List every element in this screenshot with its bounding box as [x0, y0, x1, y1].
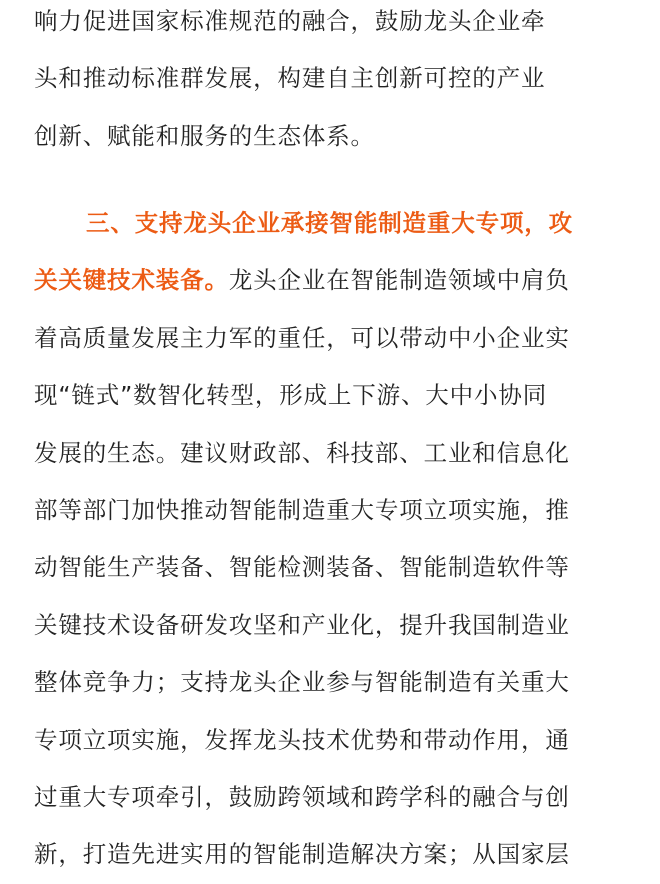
section-heading-part-2: 关关键技术装备。: [34, 266, 229, 295]
paragraph-line: 现“链式”数智化转型，形成上下游、大中小协同: [34, 381, 548, 410]
paragraph-line: 专项立项实施，发挥龙头技术优势和带动作用，通: [34, 725, 570, 754]
section-heading-part-1: 三、支持龙头企业承接智能制造重大专项，攻: [86, 209, 573, 237]
paragraph-line: 部等部门加快推动智能制造重大专项立项实施，推: [34, 495, 570, 524]
paragraph-leading-enterprises: [34, 195, 634, 884]
paragraph-line: 头和推动标准群发展，构建自主创新可控的产业: [34, 64, 546, 93]
paragraph-line: 发展的生态。建议财政部、科技部、工业和信息化: [34, 438, 570, 467]
paragraph-standards: [34, 0, 634, 165]
paragraph-line: 响力促进国家标准规范的融合，鼓励龙头企业牵: [34, 7, 546, 35]
body-text-start: 龙头企业在智能制造领域中肩负: [228, 266, 570, 295]
paragraph-line: 动智能生产装备、智能检测装备、智能制造软件等: [34, 553, 570, 582]
paragraph-line: 整体竞争力；支持龙头企业参与智能制造有关重大: [34, 668, 570, 697]
heading-body-line: [34, 252, 634, 309]
paragraph-line: 关键技术设备研发攻坚和产业化，提升我国制造业: [34, 610, 570, 639]
paragraph-line: 新，打造先进实用的智能制造解决方案；从国家层: [34, 840, 570, 869]
paragraph-line: 过重大专项牵引，鼓励跨领域和跨学科的融合与创: [34, 782, 570, 811]
heading-line: [34, 195, 634, 252]
paragraph-line: 着高质量发展主力军的重任，可以带动中小企业实: [34, 323, 570, 352]
paragraph-line: 创新、赋能和服务的生态体系。: [34, 121, 375, 150]
